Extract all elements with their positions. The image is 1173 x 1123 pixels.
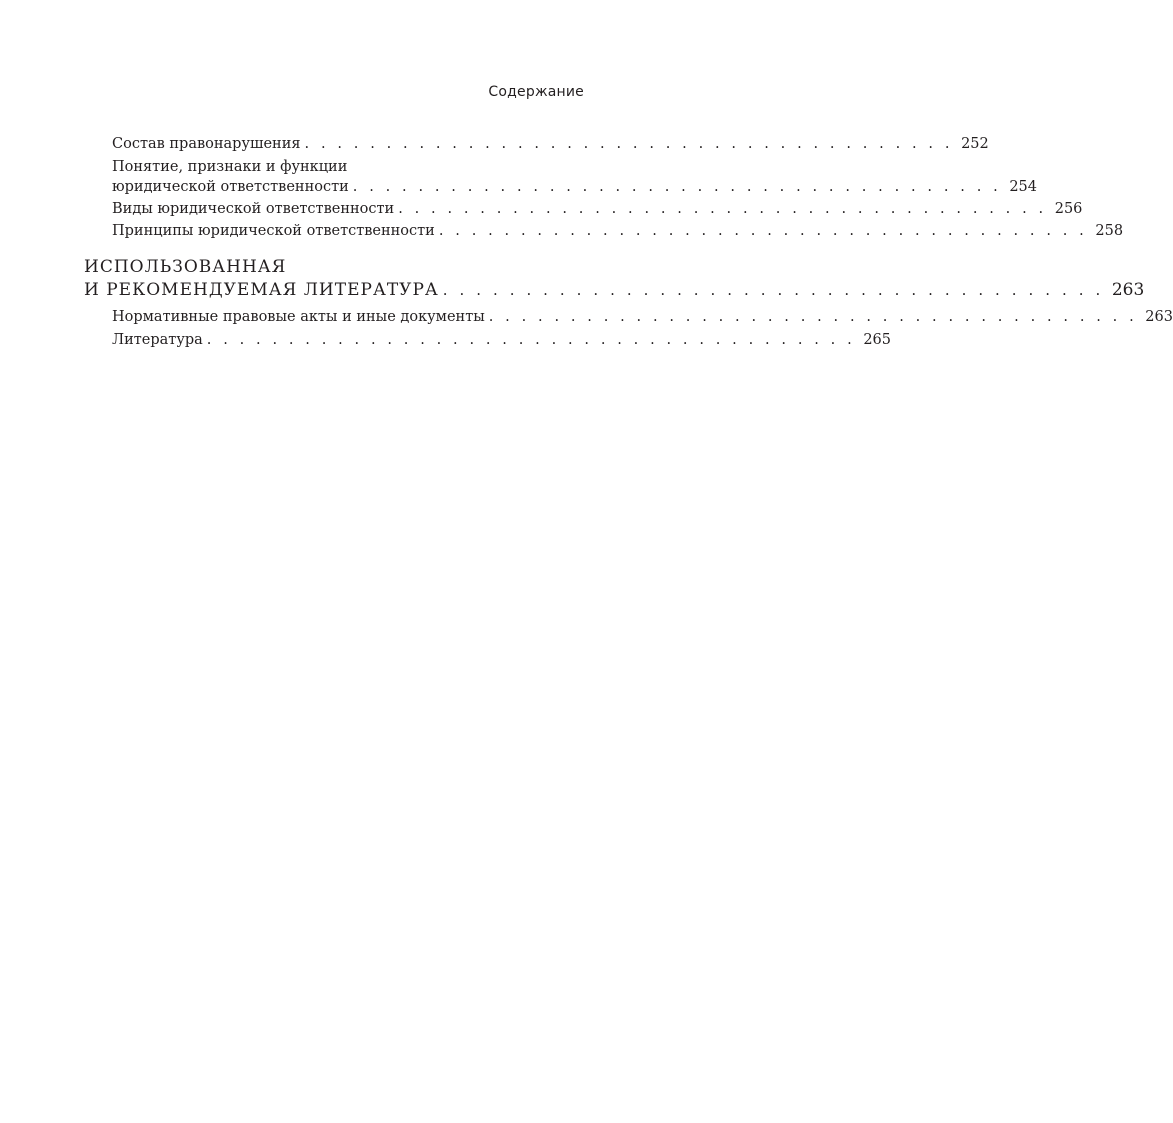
section-title-line1: ИСПОЛЬЗОВАННАЯ xyxy=(84,257,287,277)
leader-dots: . . . . . . . . . . . . . . . . . . . . . . . . . . . . . . . . . . . . . . . . xyxy=(304,136,954,152)
toc-entry-title: Принципы юридической ответственности xyxy=(112,223,435,239)
toc-entry-title: Нормативные правовые акты и иные документы xyxy=(112,309,485,325)
toc-entry-page: 252 xyxy=(961,136,989,152)
leader-dots: . . . . . . . . . . . . . . . . . . . . . . . . . . . . . . . . . . . . . . . . xyxy=(206,332,856,348)
toc-entry-page: 254 xyxy=(1009,179,1038,195)
section-page: 263 xyxy=(1111,280,1145,300)
toc-entry-title: юридической ответственности xyxy=(112,179,349,195)
toc-entry[interactable] xyxy=(112,306,1173,328)
toc-entry[interactable] xyxy=(112,220,1124,242)
toc-entry-title: Состав правонарушения xyxy=(112,136,301,152)
toc-entry[interactable] xyxy=(112,329,891,351)
table-of-contents xyxy=(84,0,1173,1123)
toc-entry-title-line1: Понятие, признаки и функции xyxy=(112,159,348,175)
toc-entry[interactable] xyxy=(112,133,989,155)
toc-entry-page: 265 xyxy=(863,332,891,348)
leader-dots: . . . . . . . . . . . . . . . . . . . . . . . . . . . . . . . . . . . . . . . . xyxy=(442,281,1104,299)
leader-dots: . . . . . . . . . . . . . . . . . . . . . . . . . . . . . . . . . . . . . . . . xyxy=(488,309,1138,325)
section-entry[interactable] xyxy=(84,278,1145,302)
running-head: Содержание xyxy=(488,84,584,100)
section-title: И РЕКОМЕНДУЕМАЯ ЛИТЕРАТУРА xyxy=(84,280,439,300)
toc-entry-title: Виды юридической ответственности xyxy=(112,201,395,217)
toc-entry-page: 258 xyxy=(1095,223,1124,239)
toc-entry-title: Литература xyxy=(112,332,203,348)
toc-entry[interactable] xyxy=(112,198,1083,220)
toc-entry[interactable] xyxy=(112,176,1038,198)
leader-dots: . . . . . . . . . . . . . . . . . . . . . . . . . . . . . . . . . . . . . . . . xyxy=(438,223,1088,239)
toc-entry-page: 263 xyxy=(1145,309,1173,325)
leader-dots: . . . . . . . . . . . . . . . . . . . . . . . . . . . . . . . . . . . . . . . . xyxy=(398,201,1047,217)
leader-dots: . . . . . . . . . . . . . . . . . . . . . . . . . . . . . . . . . . . . . . . . xyxy=(352,179,1002,195)
toc-entry-page: 256 xyxy=(1054,201,1083,217)
